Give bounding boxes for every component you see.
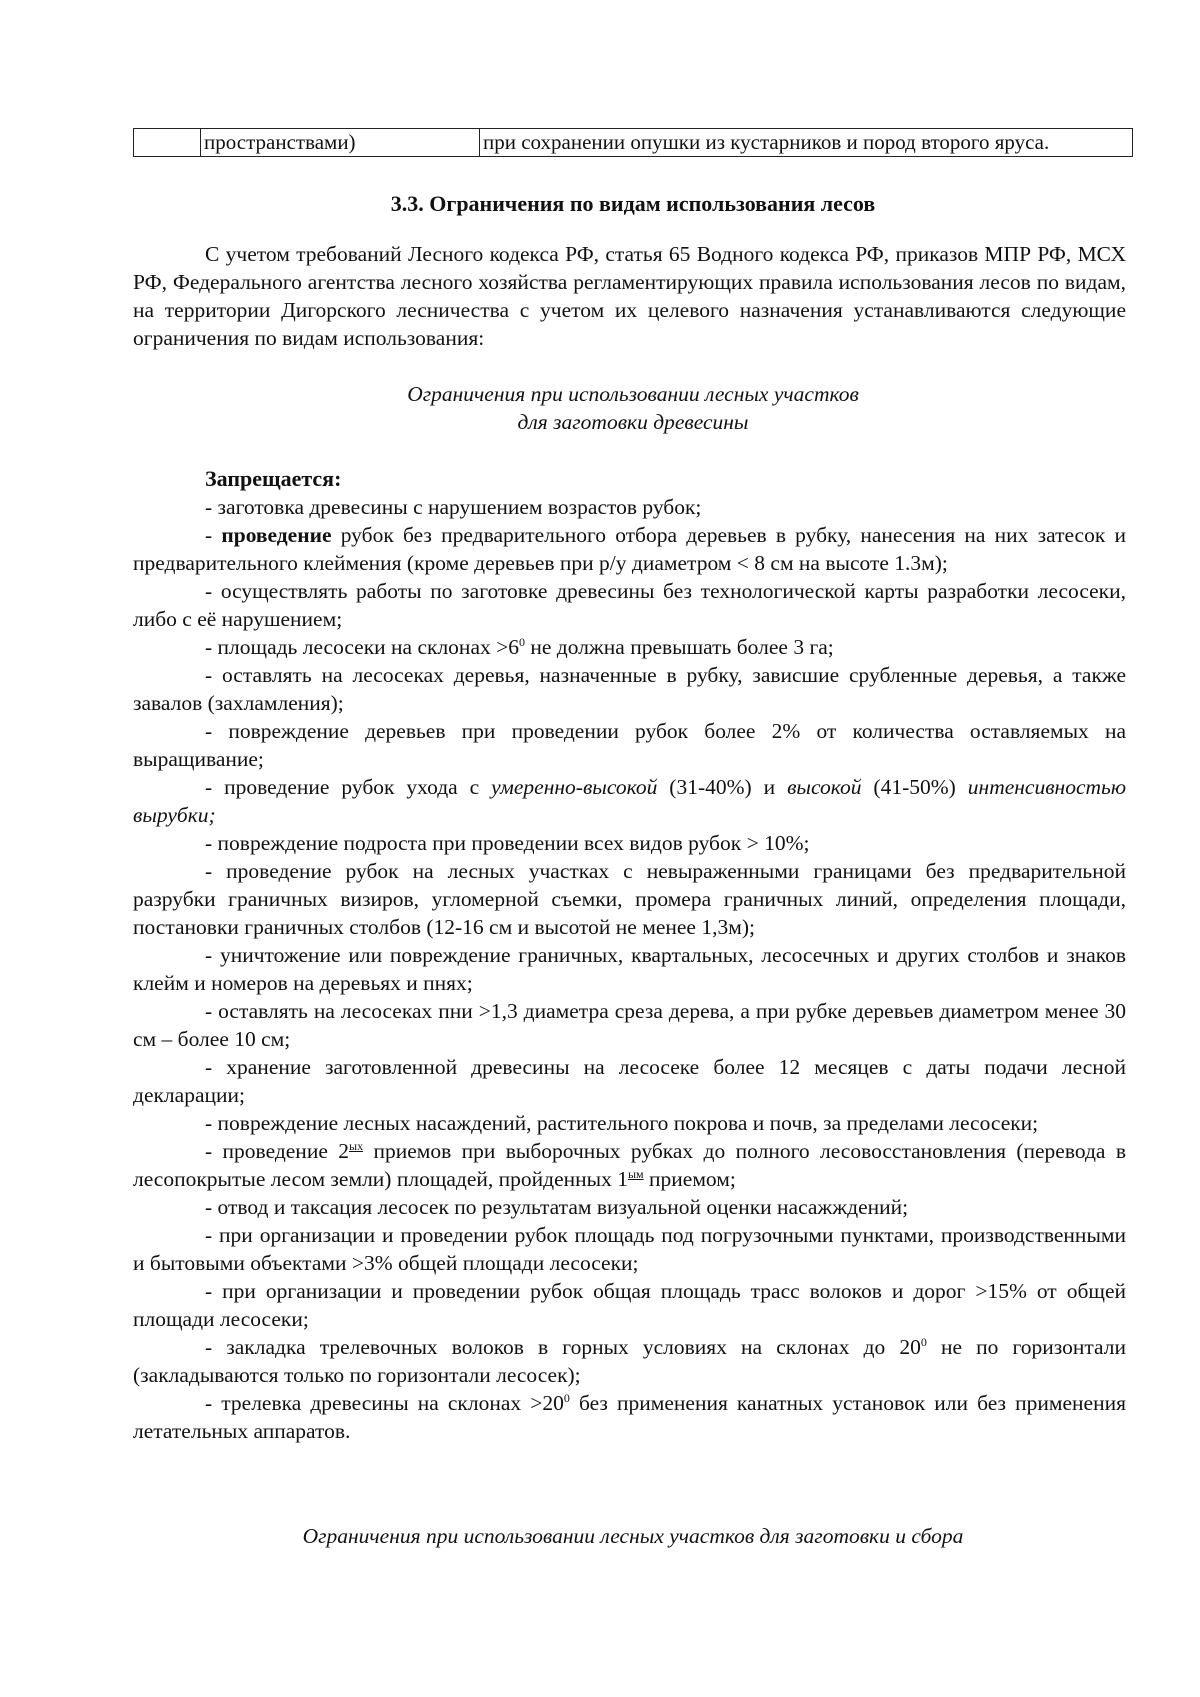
list-item: - заготовка древесины с нарушением возрастов рубок; [205, 495, 702, 519]
subheading-line-2: для заготовки древесины [517, 410, 749, 434]
list-item: - осуществлять работы по заготовке древесины без технологической карты разработки лесосеки, либо с её нарушением; [133, 579, 1126, 631]
list-item: - повреждение подроста при проведении всех видов рубок > 10%; [205, 831, 810, 855]
list-item: - повреждение деревьев при проведении рубок более 2% от количества оставляемых на выращивание; [133, 719, 1126, 771]
subheading-line-1: Ограничения при использовании лесных участков [407, 382, 859, 406]
list-item: - оставлять на лесосеках деревья, назначенные в рубку, зависшие срубленные деревья, а также завалов (захламления); [133, 663, 1126, 715]
table-row [134, 129, 1133, 157]
superscript: 0 [920, 1334, 927, 1349]
table-cell-empty [134, 129, 201, 157]
list-item: - хранение заготовленной древесины на лесосеке более 12 месяцев с даты подачи лесной декларации; [133, 1055, 1126, 1107]
item-text: приемов при выборочных рубках до полного лесовосстановления (перевода в лесопокрытые лесом земли) площадей, пройденных 1 [133, 1139, 1126, 1191]
subheading-gathering: Ограничения при использовании лесных участков для заготовки и сбора [302, 1524, 964, 1548]
item-italic-text: умеренно-высокой [491, 775, 658, 799]
list-item: - проведение рубок на лесных участках с невыраженными границами без предварительной разрубки граничных визиров, угломерной съемки, промера граничных линий, определения площади, постановки граничных столбов (12-16 см и высотой не менее 1,3м); [133, 859, 1126, 939]
superscript: ым [627, 1166, 644, 1181]
item-text: - [205, 523, 222, 547]
item-bold-text: проведение [221, 523, 332, 547]
item-text: - трелевка древесины на склонах >20 [205, 1391, 564, 1415]
item-text: (31-40%) и [657, 775, 788, 799]
continuation-table [133, 128, 1133, 157]
list-item: - отвод и таксация лесосек по результатам визуальной оценки насажждений; [205, 1195, 909, 1219]
item-text: - площадь лесосеки на склонах >6 [205, 635, 519, 659]
list-item [133, 1137, 1126, 1193]
section-title: 3.3. Ограничения по видам использования лесов [390, 191, 876, 216]
item-text: приемом; [643, 1167, 736, 1191]
item-text: - проведение рубок ухода с [205, 775, 492, 799]
list-item [133, 1333, 1126, 1389]
list-item: - повреждение лесных насаждений, растительного покрова и почв, за пределами лесосеки; [205, 1111, 1039, 1135]
table-cell-object: пространствами) [201, 129, 480, 157]
list-item [133, 521, 1126, 577]
item-text: - закладка трелевочных волоков в горных условиях на склонах до 20 [205, 1335, 921, 1359]
list-item [133, 1389, 1126, 1445]
list-item: - уничтожение или повреждение граничных, квартальных, лесосечных и других столбов и знаков клейм и номеров на деревьях и пнях; [133, 943, 1126, 995]
superscript: 0 [519, 634, 525, 649]
item-text: не по горизонтали (закладываются только по горизонтали лесосек); [133, 1335, 1126, 1387]
superscript: ых [349, 1138, 364, 1153]
item-text: не должна превышать более 3 га; [525, 635, 834, 659]
forbidden-label: Запрещается: [205, 466, 342, 491]
item-text: (41-50%) [861, 775, 968, 799]
list-item [133, 773, 1126, 829]
superscript: 0 [563, 1390, 570, 1405]
item-italic-text: интенсивностью вырубки; [133, 775, 1126, 827]
item-italic-text: высокой [787, 775, 862, 799]
table-cell-condition: при сохранении опушки из кустарников и пород второго яруса. [480, 129, 1133, 157]
list-item: - при организации и проведении рубок площадь под погрузочными пунктами, производственными и бытовыми объектами >3% общей площади лесосеки; [133, 1223, 1126, 1275]
item-text: рубок без предварительного отбора деревьев в рубку, нанесения на них затесок и предварительного клеймения (кроме деревьев при р/у диаметром < 8 см на высоте 1.3м); [133, 523, 1126, 575]
subheading-timber [133, 380, 1133, 436]
item-text: - проведение 2 [205, 1139, 349, 1163]
restrictions-list [133, 493, 1126, 1445]
item-text: без применения канатных установок или без применения летательных аппаратов. [133, 1391, 1126, 1443]
list-item: - при организации и проведении рубок общая площадь трасс волоков и дорог >15% от общей площади лесосеки; [133, 1279, 1126, 1331]
intro-paragraph: С учетом требований Лесного кодекса РФ, статья 65 Водного кодекса РФ, приказов МПР РФ, МСХ РФ, Федерального агентства лесного хозяйства регламентирующих правила использования лесов по видам, на территории Дигорского лесничества с учетом их целевого назначения устанавливаются следующие ограничения по видам использования: [133, 242, 1126, 350]
list-item [133, 633, 1126, 661]
list-item: - оставлять на лесосеках пни >1,3 диаметра среза дерева, а при рубке деревьев диаметром менее 30 см – более 10 см; [133, 999, 1126, 1051]
